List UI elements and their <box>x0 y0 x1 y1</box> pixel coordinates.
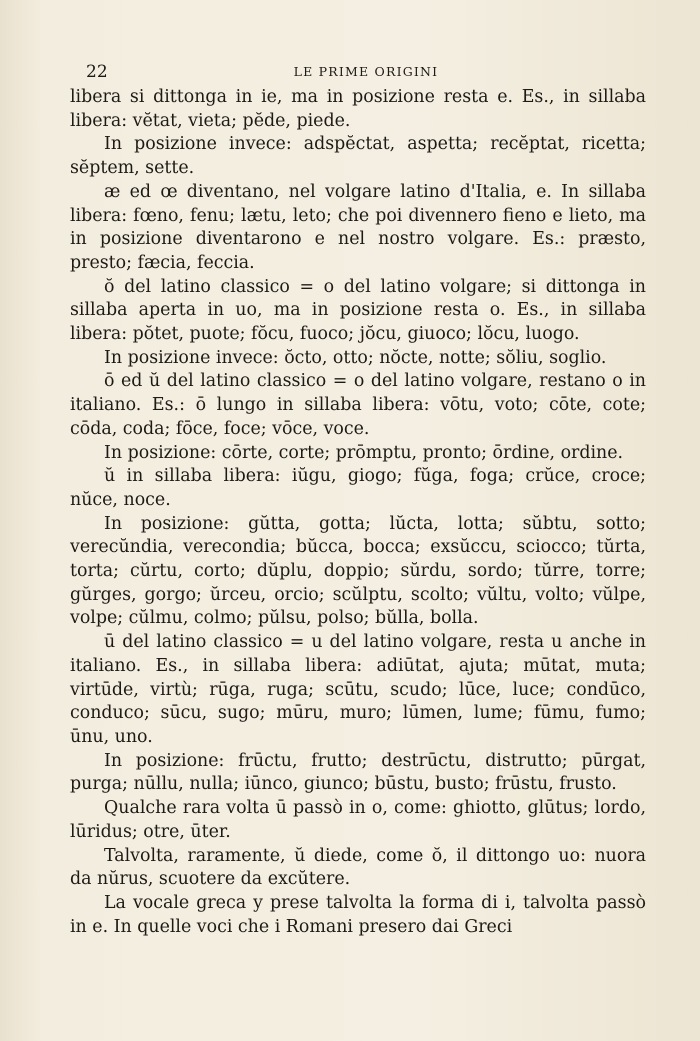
paragraph: In posizione: frūctu, frutto; destrūctu, distrutto; pūrgat, purga; nūllu, nulla; iūnco, giunco; būstu, busto; frūstu, frusto. <box>70 750 646 795</box>
page-body-text <box>70 86 646 939</box>
paragraph: In posizione invece: adspĕctat, aspetta; recĕptat, ricetta; sĕptem, sette. <box>70 134 646 179</box>
page-header <box>86 62 646 82</box>
paragraph: La vocale greca y prese talvolta la forma di i, talvolta passò in e. In quelle voci che i Romani presero dai Greci <box>70 892 646 937</box>
paragraph: ū del latino classico = u del latino volgare, resta u anche in italiano. Es., in sillaba libera: adiūtat, ajuta; mūtat, muta; virtūde, virtù; rūga, ruga; scūtu, scudo; lūce, luce; condūco, conduco; sūcu, sugo; mūru, muro; lūmen, lume; fūmu, fumo; ūnu, uno. <box>70 632 646 747</box>
paragraph: libera si dittonga in ie, ma in posizione resta e. Es., in sillaba libera: vĕtat, vieta; pĕde, piede. <box>70 87 646 131</box>
paragraph: In posizione: cōrte, corte; prōmptu, pronto; ōrdine, ordine. <box>104 442 624 463</box>
paragraph: ŏ del latino classico = o del latino volgare; si dittonga in sillaba aperta in uo, ma in posizione resta o. Es., in sillaba libera: pŏtet, puote; fŏcu, fuoco; jŏcu, giuoco; lŏcu, luogo. <box>70 276 646 345</box>
paragraph: In posizione: gŭtta, gotta; lŭcta, lotta; sŭbtu, sotto; verecŭndia, verecondia; bŭcca, bocca; exsŭccu, sciocco; tŭrta, torta; cŭrtu, corto; dŭplu, doppio; sŭrdu, sordo; tŭrre, torre; gŭrges, gorgo; ŭrceu, orcio; scŭlptu, scolto; vŭltu, volto; vŭlpe, volpe; cŭlmu, colmo; pŭlsu, polso; bŭlla, bolla. <box>70 513 646 629</box>
paragraph: In posizione invece: ŏcto, otto; nŏcte, notte; sŏliu, soglio. <box>104 347 607 368</box>
paragraph: Talvolta, raramente, ŭ diede, come ŏ, il dittongo uo: nuora da nŭrus, scuotere da excŭtere. <box>70 845 646 890</box>
running-title: LE PRIME ORIGINI <box>293 64 439 79</box>
page-number: 22 <box>86 62 108 82</box>
paragraph: æ ed œ diventano, nel volgare latino d'Italia, e. In sillaba libera: fœno, fenu; lætu, leto; che poi divennero fieno e lieto, ma in posizione diventarono e nel nostro volgare. Es.: præsto, presto; fæcia, feccia. <box>70 181 646 273</box>
paragraph: Qualche rara volta ū passò in o, come: ghiotto, glūtus; lordo, lūridus; otre, ūter. <box>70 798 646 842</box>
paragraph: ŭ in sillaba libera: iŭgu, giogo; fŭga, foga; crŭce, croce; nŭce, noce. <box>70 466 646 510</box>
paragraph: ō ed ŭ del latino classico = o del latino volgare, restano o in italiano. Es.: ō lungo in sillaba libera: vōtu, voto; cōte, cote; cōda, coda; fōce, foce; vōce, voce. <box>70 371 646 439</box>
